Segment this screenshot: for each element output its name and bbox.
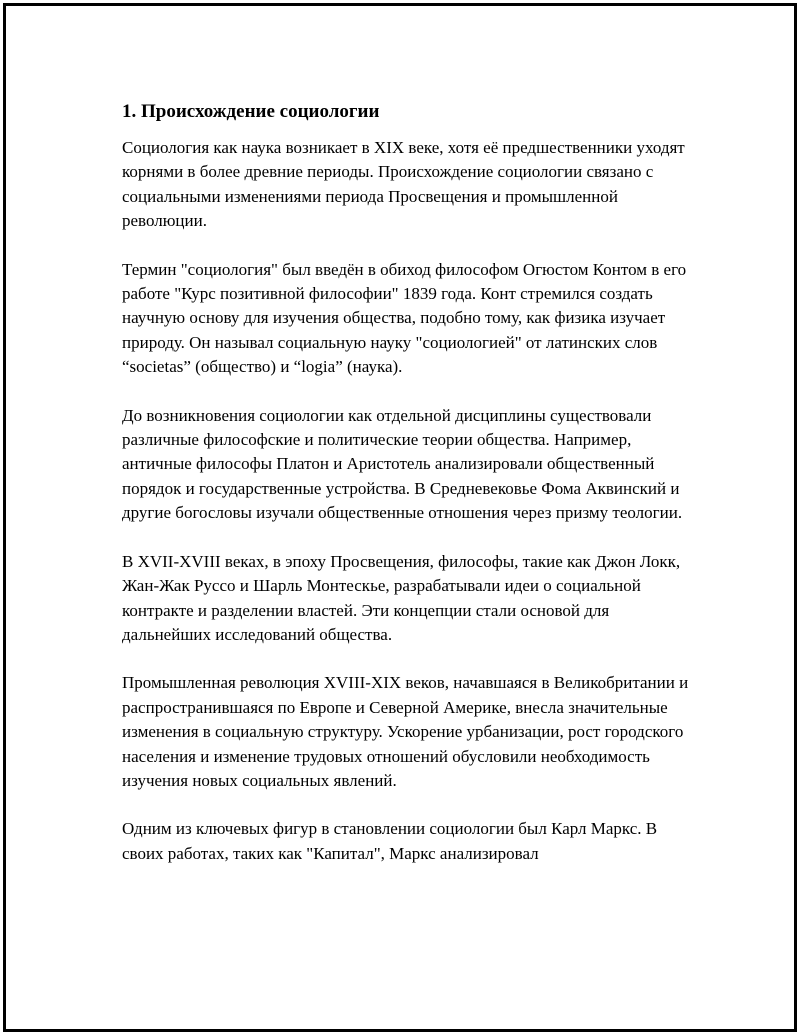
paragraph-comte: Термин "социология" был введён в обиход философом Огюстом Контом в его работе "Курс позитивной философии" 1839 года. Конт стремился создать научную основу для изучения общества, подобно тому, как физика изучает природу. Он называл социальную науку "социологией" от латинских слов “societas” (общество) и “logia” (наука). bbox=[122, 259, 687, 377]
document-body bbox=[122, 98, 700, 890]
section-heading: 1. Происхождение социологии bbox=[122, 101, 380, 122]
paragraph-predecessors: До возникновения социологии как отдельной дисциплины существовали различные философские и политические теории общества. Например, античные философы Платон и Аристотель анализировали общественный порядок и государственные устройства. В Средневековье Фома Аквинский и другие богословы изучали общественные отношения через призму теологии. bbox=[122, 405, 683, 523]
paragraph-industrial-revolution: Промышленная революция XVIII-XIX веков, начавшаяся в Великобритании и распространившаяся по Европе и Северной Америке, внесла значительные изменения в социальную структуру. Ускорение урбанизации, рост городского населения и изменение трудовых отношений обусловили необходимость изучения новых социальных явлений. bbox=[122, 673, 689, 790]
paragraph-enlightenment: В XVII-XVIII веках, в эпоху Просвещения, философы, такие как Джон Локк, Жан-Жак Руссо и Шарль Монтескье, разрабатывали идеи о социальной контракте и разделении властей. Эти концепции стали основой для дальнейших исследований общества. bbox=[122, 551, 681, 644]
paragraph-origin: Социология как наука возникает в XIX веке, хотя её предшественники уходят корнями в более древние периоды. Происхождение социологии связано с социальными изменениями периода Просвещения и промышленной революции. bbox=[122, 138, 685, 231]
paragraph-marx: Одним из ключевых фигур в становлении социологии был Карл Маркс. В своих работах, таких как "Капитал", Маркс анализировал bbox=[122, 819, 658, 863]
page-frame bbox=[3, 3, 797, 1032]
